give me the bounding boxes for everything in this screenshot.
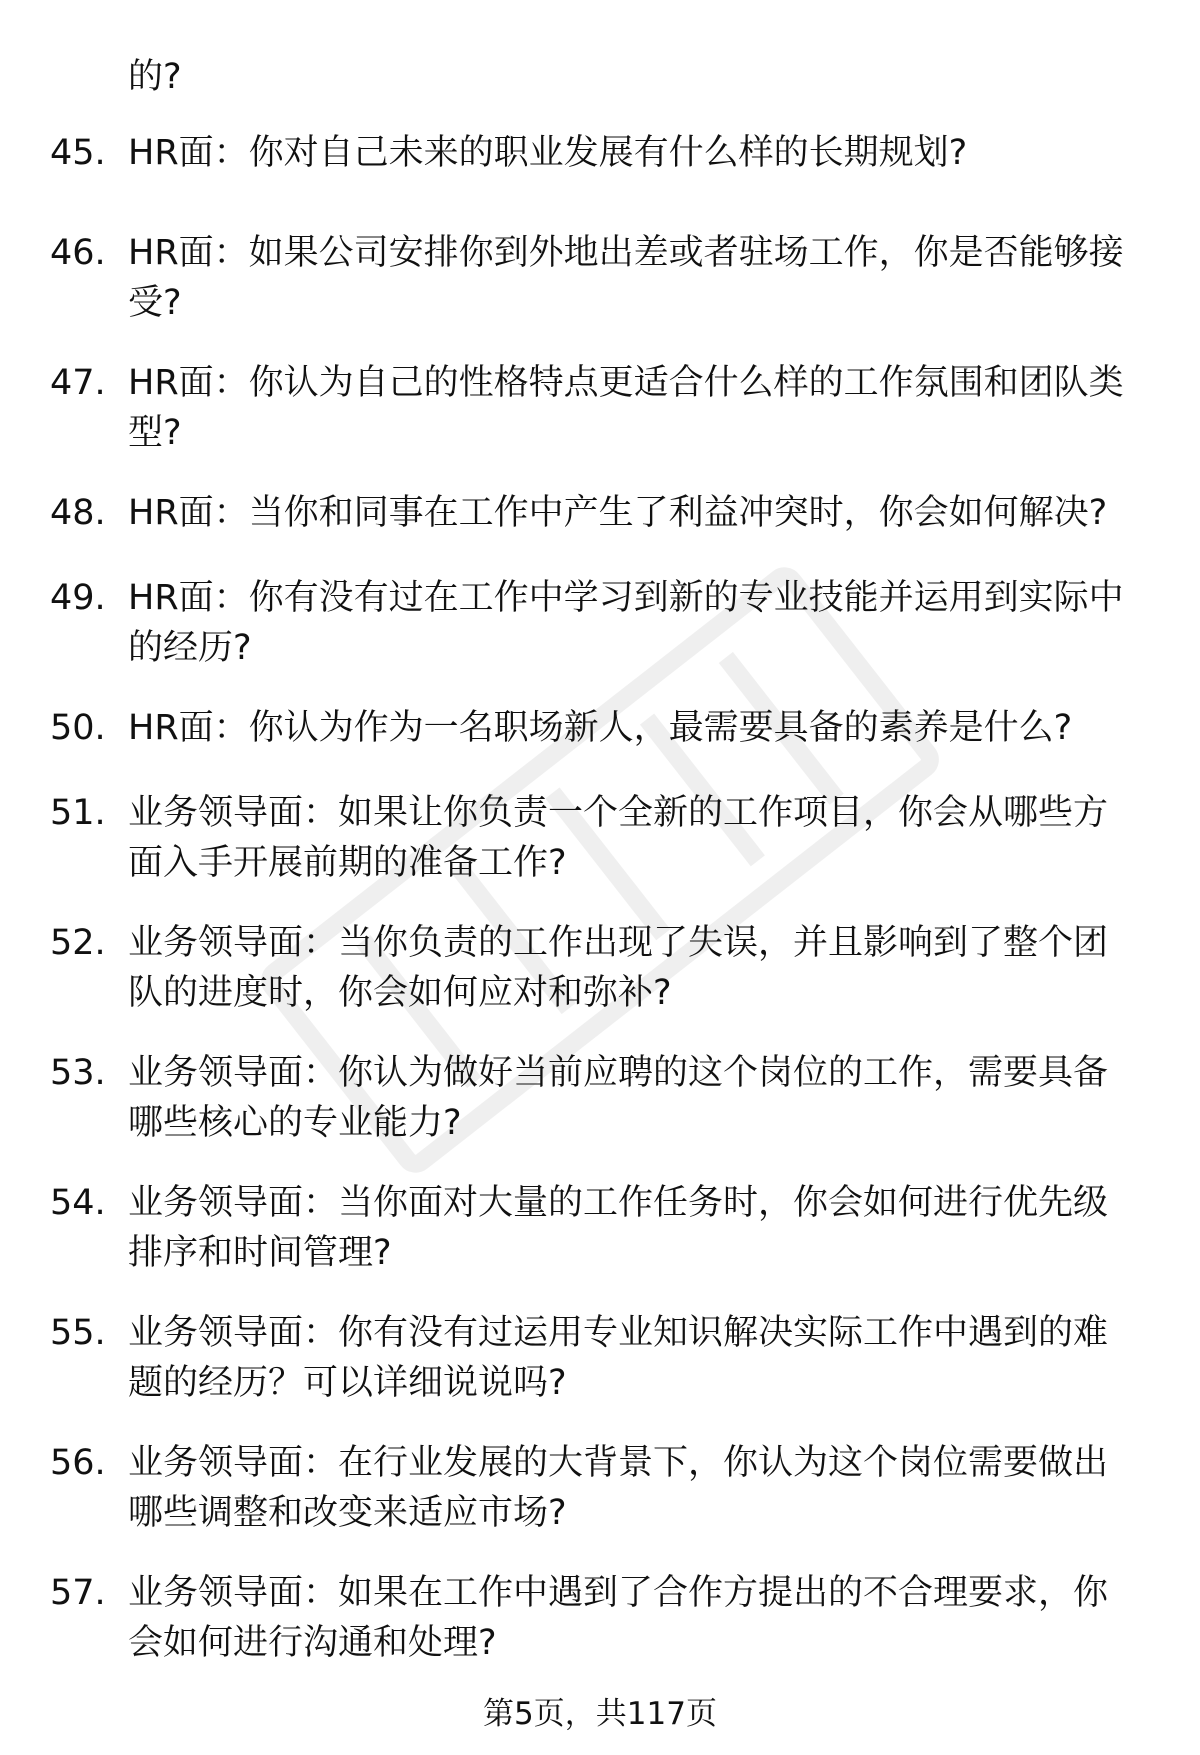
- question-number: 54.: [50, 1183, 106, 1223]
- question-line: 排序和时间管理?: [128, 1233, 392, 1273]
- question-number: 57.: [50, 1573, 106, 1613]
- question-text: [128, 788, 1168, 888]
- question-line: 业务领导面：如果在工作中遇到了合作方提出的不合理要求，你: [128, 1573, 1109, 1613]
- question-line: 队的进度时，你会如何应对和弥补?: [128, 973, 672, 1013]
- question-text: [128, 228, 1168, 328]
- question-number: 48.: [50, 493, 106, 533]
- question-number: 49.: [50, 578, 106, 618]
- question-text: [128, 1178, 1168, 1278]
- question-line: HR面：你认为自己的性格特点更适合什么样的工作氛围和团队类: [128, 363, 1124, 403]
- question-line: HR面：你有没有过在工作中学习到新的专业技能并运用到实际中: [128, 578, 1124, 618]
- page-footer: 第5页，共117页: [483, 1696, 717, 1732]
- question-line: HR面：如果公司安排你到外地出差或者驻场工作，你是否能够接: [128, 233, 1124, 273]
- question-line: 受?: [128, 283, 182, 323]
- question-text: [128, 1568, 1168, 1668]
- question-number: 56.: [50, 1443, 106, 1483]
- question-text: [128, 703, 1168, 753]
- question-line: 业务领导面：当你面对大量的工作任务时，你会如何进行优先级: [128, 1183, 1109, 1223]
- question-text: [128, 488, 1168, 538]
- question-number: 47.: [50, 363, 106, 403]
- question-line: 的经历?: [128, 628, 252, 668]
- question-line: 会如何进行沟通和处理?: [128, 1623, 497, 1663]
- question-line: 业务领导面：你有没有过运用专业知识解决实际工作中遇到的难: [128, 1313, 1109, 1353]
- question-line: 业务领导面：你认为做好当前应聘的这个岗位的工作，需要具备: [128, 1053, 1109, 1093]
- question-line: HR面：你对自己未来的职业发展有什么样的长期规划?: [128, 133, 968, 173]
- question-line: HR面：当你和同事在工作中产生了利益冲突时，你会如何解决?: [128, 493, 1108, 533]
- question-number: 50.: [50, 708, 106, 748]
- question-text: [128, 358, 1168, 458]
- question-text: [128, 128, 1168, 178]
- question-number: 53.: [50, 1053, 106, 1093]
- question-number: 46.: [50, 233, 106, 273]
- question-line: 业务领导面：在行业发展的大背景下，你认为这个岗位需要做出: [128, 1443, 1109, 1483]
- question-number: 45.: [50, 133, 106, 173]
- question-number: 52.: [50, 923, 106, 963]
- question-text: [128, 918, 1168, 1018]
- question-line: 业务领导面：如果让你负责一个全新的工作项目，你会从哪些方: [128, 793, 1109, 833]
- question-number: 55.: [50, 1313, 106, 1353]
- question-line: 面入手开展前期的准备工作?: [128, 843, 567, 883]
- question-text: [128, 573, 1168, 673]
- question-text: [128, 1308, 1168, 1408]
- question-line: 哪些调整和改变来适应市场?: [128, 1493, 567, 1533]
- question-line: 哪些核心的专业能力?: [128, 1103, 462, 1143]
- question-line: 题的经历？可以详细说说吗?: [128, 1363, 567, 1403]
- continued-line: 的?: [128, 57, 182, 97]
- question-number: 51.: [50, 793, 106, 833]
- question-line: 型?: [128, 413, 182, 453]
- question-text: [128, 1438, 1168, 1538]
- question-line: 业务领导面：当你负责的工作出现了失误，并且影响到了整个团: [128, 923, 1109, 963]
- question-text: [128, 1048, 1168, 1148]
- question-line: HR面：你认为作为一名职场新人，最需要具备的素养是什么?: [128, 708, 1073, 748]
